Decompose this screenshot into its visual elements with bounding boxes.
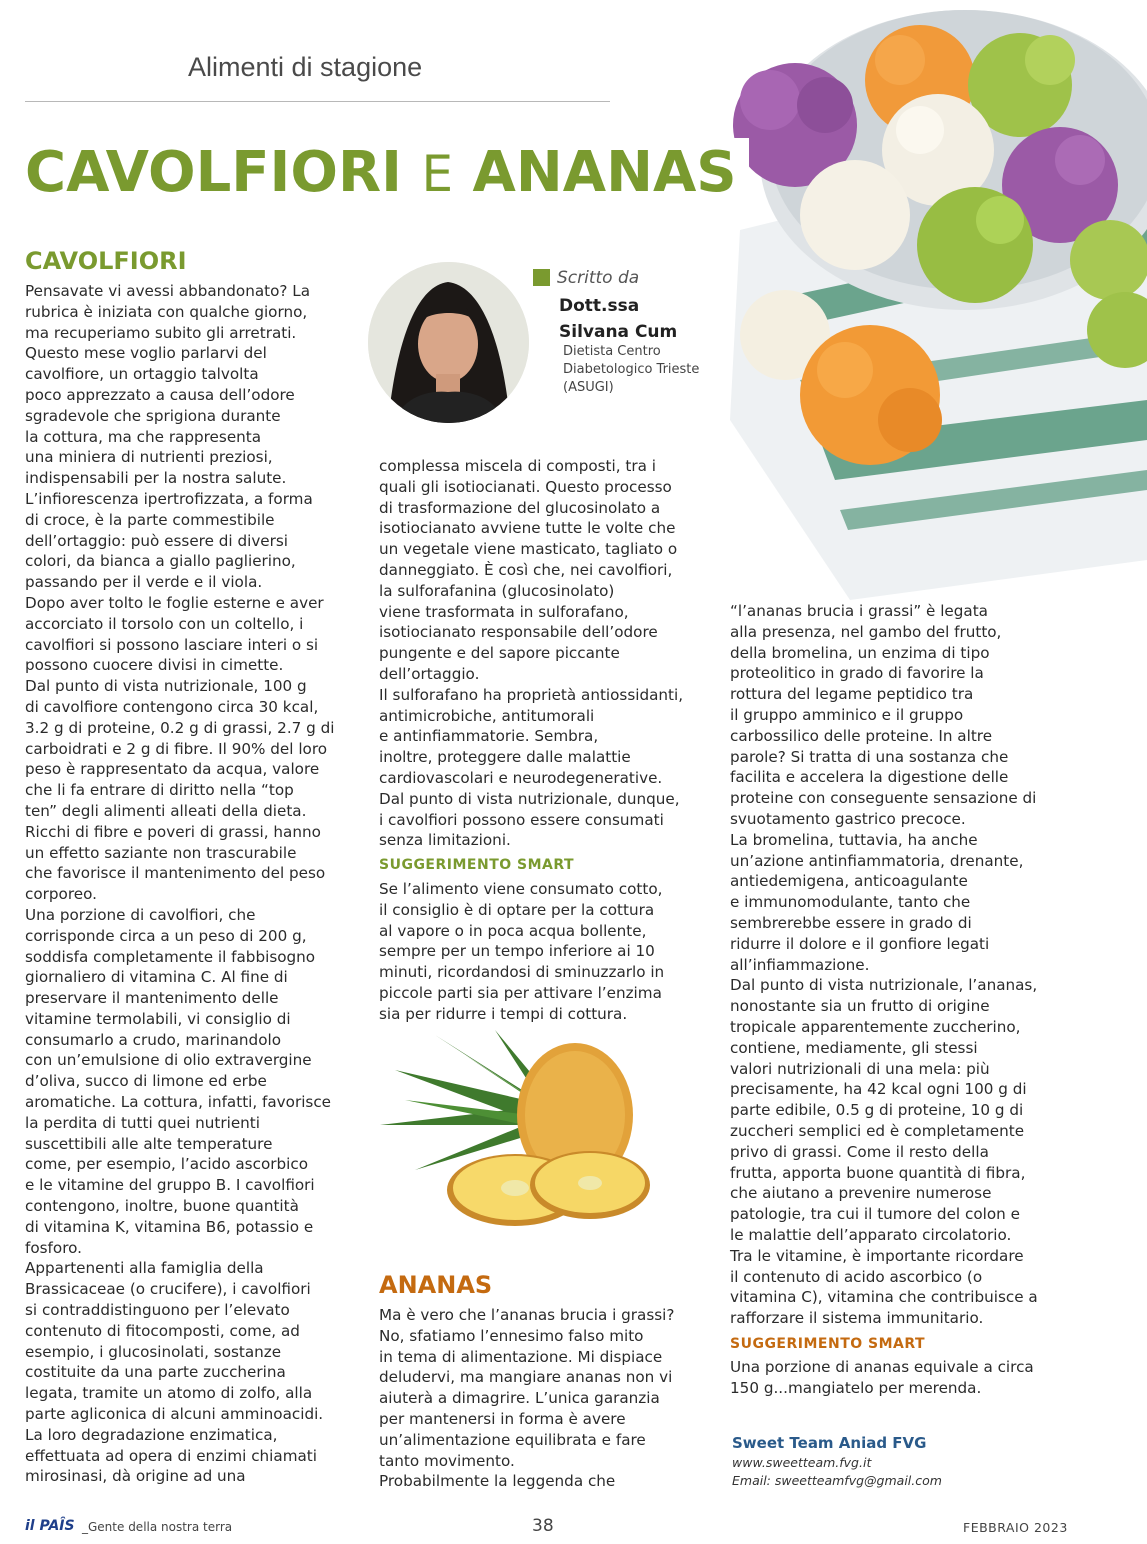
publication-tagline: _Gente della nostra terra [82,1520,233,1534]
author-name [559,293,677,345]
page-title [25,138,749,213]
author-marker [533,269,550,286]
pineapple-image [375,1030,720,1240]
title-ananas: ANANAS [472,140,737,205]
signature-email[interactable]: Email: sweetteamfvg@gmail.com [732,1473,942,1488]
middle-body: complessa miscela di composti, tra i quali gli isotiocianati. Questo processo di trasformazione del glucosinolato a isotiocianato avviene tutte le volte che un vegetale viene masticato, tagliato o danneggiato. È così che, nei cavolfiori, la sulforafanina (glucosinolato) viene trasformata in sulforafano, isotiocianato responsabile dell’odore pungente e del sapore piccante dell’ortaggio. Il sulforafano ha proprietà antiossidanti, antimicrobiche, antitumorali e antinfiammatorie. Sembra, inoltre, proteggere dalle malattie cardiovascolari e neurodegenerative. Dal punto di vista nutrizionale, dunque, i cavolfiori possono essere consumati senza limitazioni. [379,457,684,850]
ananas-body: Ma è vero che l’ananas brucia i grassi? No, sfatiamo l’ennesimo falso mito in tema di alimentazione. Mi dispiace deludervi, ma mangiare ananas non vi aiuterà a dimagrire. L’unica garanzia per mantenersi in forma è avere un’alimentazione equilibrata e fare tanto movimento. Probabilmente la leggenda che [379,1306,675,1491]
smart-tip-ananas: Una porzione di ananas equivale a circa 150 g...mangiatelo per merenda. [730,1358,1034,1397]
cavolfiori-body: Pensavate vi avessi abbandonato? La rubrica è iniziata con qualche giorno, ma recuperiamo subito gli arretrati. Questo mese voglio parlarvi del cavolfiore, un ortaggio talvolta poco apprezzato a causa dell’odore sgradevole che sprigiona durante la cottura, ma che rappresenta una miniera di nutrienti preziosi, indispensabili per la nostra salute. L’infiorescenza ipertrofizzata, a forma di croce, è la parte commestibile dell’ortaggio: può essere di diversi colori, da bianca a giallo paglierino, passando per il verde e il viola. Dopo aver tolto le foglie esterne e aver accorciato il torsolo con un coltello, i cavolfiori si possono lasciare interi o si possono cuocere divisi in cimette. Dal punto di vista nutrizionale, 100 g di cavolfiore contengono circa 30 kcal, 3.2 g di proteine, 0.2 g di grassi, 2.7 g di carboidrati e 2 g di fibre. Il 90% del loro peso è rappresentato da acqua, valore che li fa entrare di diritto nella “top ten” degli alimenti alleati della dieta. Ricchi di fibre e poveri di grassi, hanno un effetto saziante non trascurabile che favorisce il mantenimento del peso corporeo. Una porzione di cavolfiori, che corrisponde circa a un peso di 200 g, soddisfa completamente il fabbisogno giornaliero di vitamina C. Al fine di preservare il mantenimento delle vitamine termolabili, vi consiglio di consumarlo a crudo, marinandolo con un’emulsione di olio extravergine d’oliva, succo di limone ed erbe aromatiche. La cottura, infatti, favorisce la perdita di tutti quei nutrienti suscettibili alle alte temperature come, per esempio, l’acido ascorbico e le vitamine del gruppo B. I cavolfiori contengono, inoltre, buone quantità di vitamina K, vitamina B6, potassio e fosforo. Appartenenti alla famiglia della Brassicaceae (o crucifere), i cavolfiori si contraddistinguono per l’elevato contenuto di fitocomposti, come, ad esempio, i glucosinolati, sostanze costituite da una parte zuccherina legata, tramite un atomo di zolfo, alla parte agliconica di alcuni amminoacidi. La loro degradazione enzimatica, effettuata ad opera di enzimi chiamati mirosinasi, dà origine ad una [25,282,335,1486]
author-portrait-image [368,262,529,423]
cavolfiori-heading: CAVOLFIORI [25,247,187,275]
author-photo [368,262,529,423]
signature-team: Sweet Team Aniad FVG [732,1434,927,1452]
section-kicker: Alimenti di stagione [188,52,423,82]
page-number: 38 [532,1516,554,1536]
smart-tip-heading-cavolfiori: SUGGERIMENTO SMART [379,857,575,873]
ananas-body-continued: “l’ananas brucia i grassi” è legata alla presenza, nel gambo del frutto, della bromelina, un enzima di tipo proteolitico in grado di favorire la rottura del legame peptidico tra il gruppo amminico e il gruppo carbossilico delle proteine. In altre parole? Si tratta di una sostanza che facilita e accelera la digestione delle proteine con conseguente sensazione di svuotamento gastrico precoce. La bromelina, tuttavia, ha anche un’azione antinfiammatoria, drenante, antiedemigena, anticoagulante e immunomodulante, tanto che sembrerebbe essere in grado di ridurre il dolore e il gonfiore legati all’infiammazione. Dal punto di vista nutrizionale, l’ananas, nonostante sia un frutto di origine tropicale apparentemente zuccherino, contiene, mediamente, gli stessi valori nutrizionali di una mela: più precisamente, ha 42 kcal ogni 100 g di parte edibile, 0.5 g di proteine, 10 g di zuccheri semplici ed è completamente privo di grassi. Come il resto della frutta, apporta buone quantità di fibra, che aiutano a prevenire numerose patologie, tra cui il tumore del colon e le malattie dell’apparato circolatorio. Tra le vitamine, è importante ricordare il contenuto di acido ascorbico (o vitamina C), vitamina che contribuisce a rafforzare il sistema immunitario. [730,602,1038,1328]
signature-website[interactable]: www.sweetteam.fvg.it [732,1455,872,1470]
issue-date: FEBBRAIO 2023 [963,1520,1068,1535]
author-title: Dott.ssa [559,296,640,316]
publication-logo: il PAÎS [25,1518,75,1534]
smart-tip-cavolfiori: Se l’alimento viene consumato cotto, il consiglio è di optare per la cottura al vapore o in poca acqua bollente, sempre per un tempo inferiore ai 10 minuti, ricordandosi di sminuzzarlo in piccole parti sia per attivare l’enzima sia per ridurre i tempi di cottura. [379,880,665,1023]
header-divider [25,101,610,102]
author-fullname: Silvana Cum [559,322,678,342]
title-conjunction: E [421,145,454,203]
author-role: Dietista Centro Diabetologico Trieste (ASUGI) [563,344,700,395]
ananas-heading: ANANAS [379,1271,493,1299]
smart-tip-heading-ananas: SUGGERIMENTO SMART [730,1336,926,1352]
title-cavolfiori: CAVOLFIORI [25,140,402,205]
author-label: Scritto da [557,268,640,288]
